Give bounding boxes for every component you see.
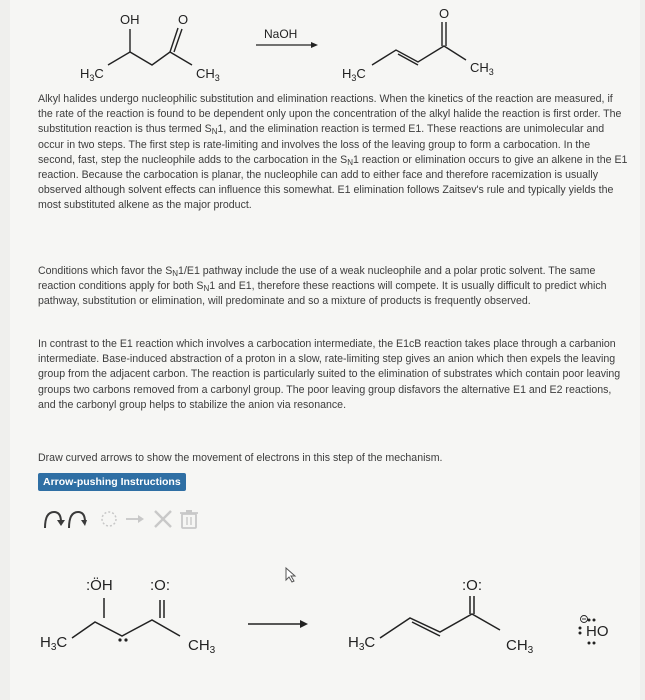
carbanion-lone-pair-dot [124,638,127,641]
mouse-cursor-icon [286,568,295,582]
clear-tool[interactable] [176,506,202,532]
mechanism-right-methyl[interactable]: $CH_3$ [188,637,216,656]
reactant-left-methyl: $H_3C$ [80,66,104,83]
product-right-methyl: $CH_3$ [470,60,494,77]
chain-arrow-tool[interactable] [96,506,122,532]
p2-sub-2: N [203,284,210,294]
mechanism-left-oh[interactable]: :ÖH [86,577,113,594]
curved-arrow-single-icon [65,508,89,530]
product-left-methyl: $H_3C$ [342,66,366,83]
paragraph-e1cb: In contrast to the E1 reaction which involves a carbocation intermediate, the E1cB reaction takes place through a carbanion intermediate. Base-induced abstraction of a proton in a slow, rate-limiting step gives an anion which then expels the leaving group from the adjacent carbon. The reaction is particularly suited to the elimination of substrates which contain poor leaving groups two carbons removed from a carbonyl group. The poor leaving group disfavors the alternative E1 and E2 reactions, and the carbonyl group helps to stabilize the anion via resonance. [38,338,621,411]
p1-text-a: Alkyl halides undergo nucleophilic substitution and elimination reactions. When the kinetics of the reaction are measured, if the rate of the reaction is found to be dependent only upon the concentration of the alkyl halide the reaction is first order. The substitution reaction is thus termed S [38,93,622,136]
single-barb-arrow-tool[interactable] [64,506,90,532]
straight-arrow-tool[interactable] [122,506,148,532]
reagent-label: NaOH [264,27,298,41]
paragraph-sn1-e1 [38,92,630,214]
reactant-right-methyl: $CH_3$ [196,66,220,83]
trash-icon [177,508,201,530]
paragraph-conditions [38,264,630,310]
hydroxide-ion[interactable]: HO [586,623,609,640]
mechanism-product-right-methyl[interactable]: $CH_3$ [506,637,534,656]
curved-arrow-double-icon [41,508,65,530]
product-molecule [372,22,466,65]
mechanism-left-methyl[interactable]: $H_3C$ [40,634,68,653]
p1-text-b: 1, and the elimination reaction is termed E1. These reactions are unimolecular and occur in two steps. The first step is rate-limiting and involves the loss of the leaving group to form a carbocation. In the second, fast, step the nucleophile adds to the carbocation in the S [38,123,605,166]
reaction-arrow-head [311,42,318,48]
p1-sub-1: N [211,127,218,137]
p1-text-c: 1 reaction or elimination occurs to give an alkene in the E1 reaction. Because the carbocation is planar, the nucleophile can add to either face and therefore racemization is usually observed although solvent effects can influence this somewhat. E1 elimination follows Zaitsev's rule and typically yields the most substituted alkene as the major product. [38,153,628,212]
drawing-toolbar [38,506,208,534]
mechanism-product-left-methyl[interactable]: $H_3C$ [348,634,376,653]
straight-arrow-icon [123,508,147,530]
delete-tool[interactable] [150,506,176,532]
reactant-molecule [108,28,192,65]
p2-text-a: Conditions which favor the S [38,265,173,277]
mechanism-canvas[interactable] [0,540,645,700]
product-mechanism-molecule [380,596,500,638]
p2-sub-1: N [172,269,179,278]
p1-sub-2: N [347,157,353,167]
reactant-mechanism-molecule [72,598,180,638]
x-icon [151,508,175,530]
reactant-oh-label: OH [120,12,140,27]
carbanion-lone-pair-dot [118,638,121,641]
reactant-o-label: O [178,12,189,27]
mechanism-left-o[interactable]: :O: [150,577,171,594]
mechanism-product-o[interactable]: :O: [462,577,483,594]
product-o-label: O [439,6,450,21]
p2-text-b: 1/E1 pathway include the use of a weak nucleophile and a polar protic solvent. The same reaction conditions apply for both S [38,265,596,293]
mechanism-arrow-head [300,620,308,628]
negative-charge-icon [581,616,588,623]
p2-text-c: 1 and E1, therefore these reactions will compete. It is usually difficult to predict which pathway, substitution or elimination, will predominate and so a mixture of products is frequently observed. [38,280,607,308]
instruction-text: Draw curved arrows to show the movement of electrons in this step of the mechanism. [38,452,443,464]
arrow-pushing-instructions-button[interactable]: Arrow-pushing Instructions [38,473,186,491]
double-barb-arrow-tool[interactable] [40,506,66,532]
top-reaction-scheme [0,0,645,92]
dotted-circle-icon [97,508,121,530]
